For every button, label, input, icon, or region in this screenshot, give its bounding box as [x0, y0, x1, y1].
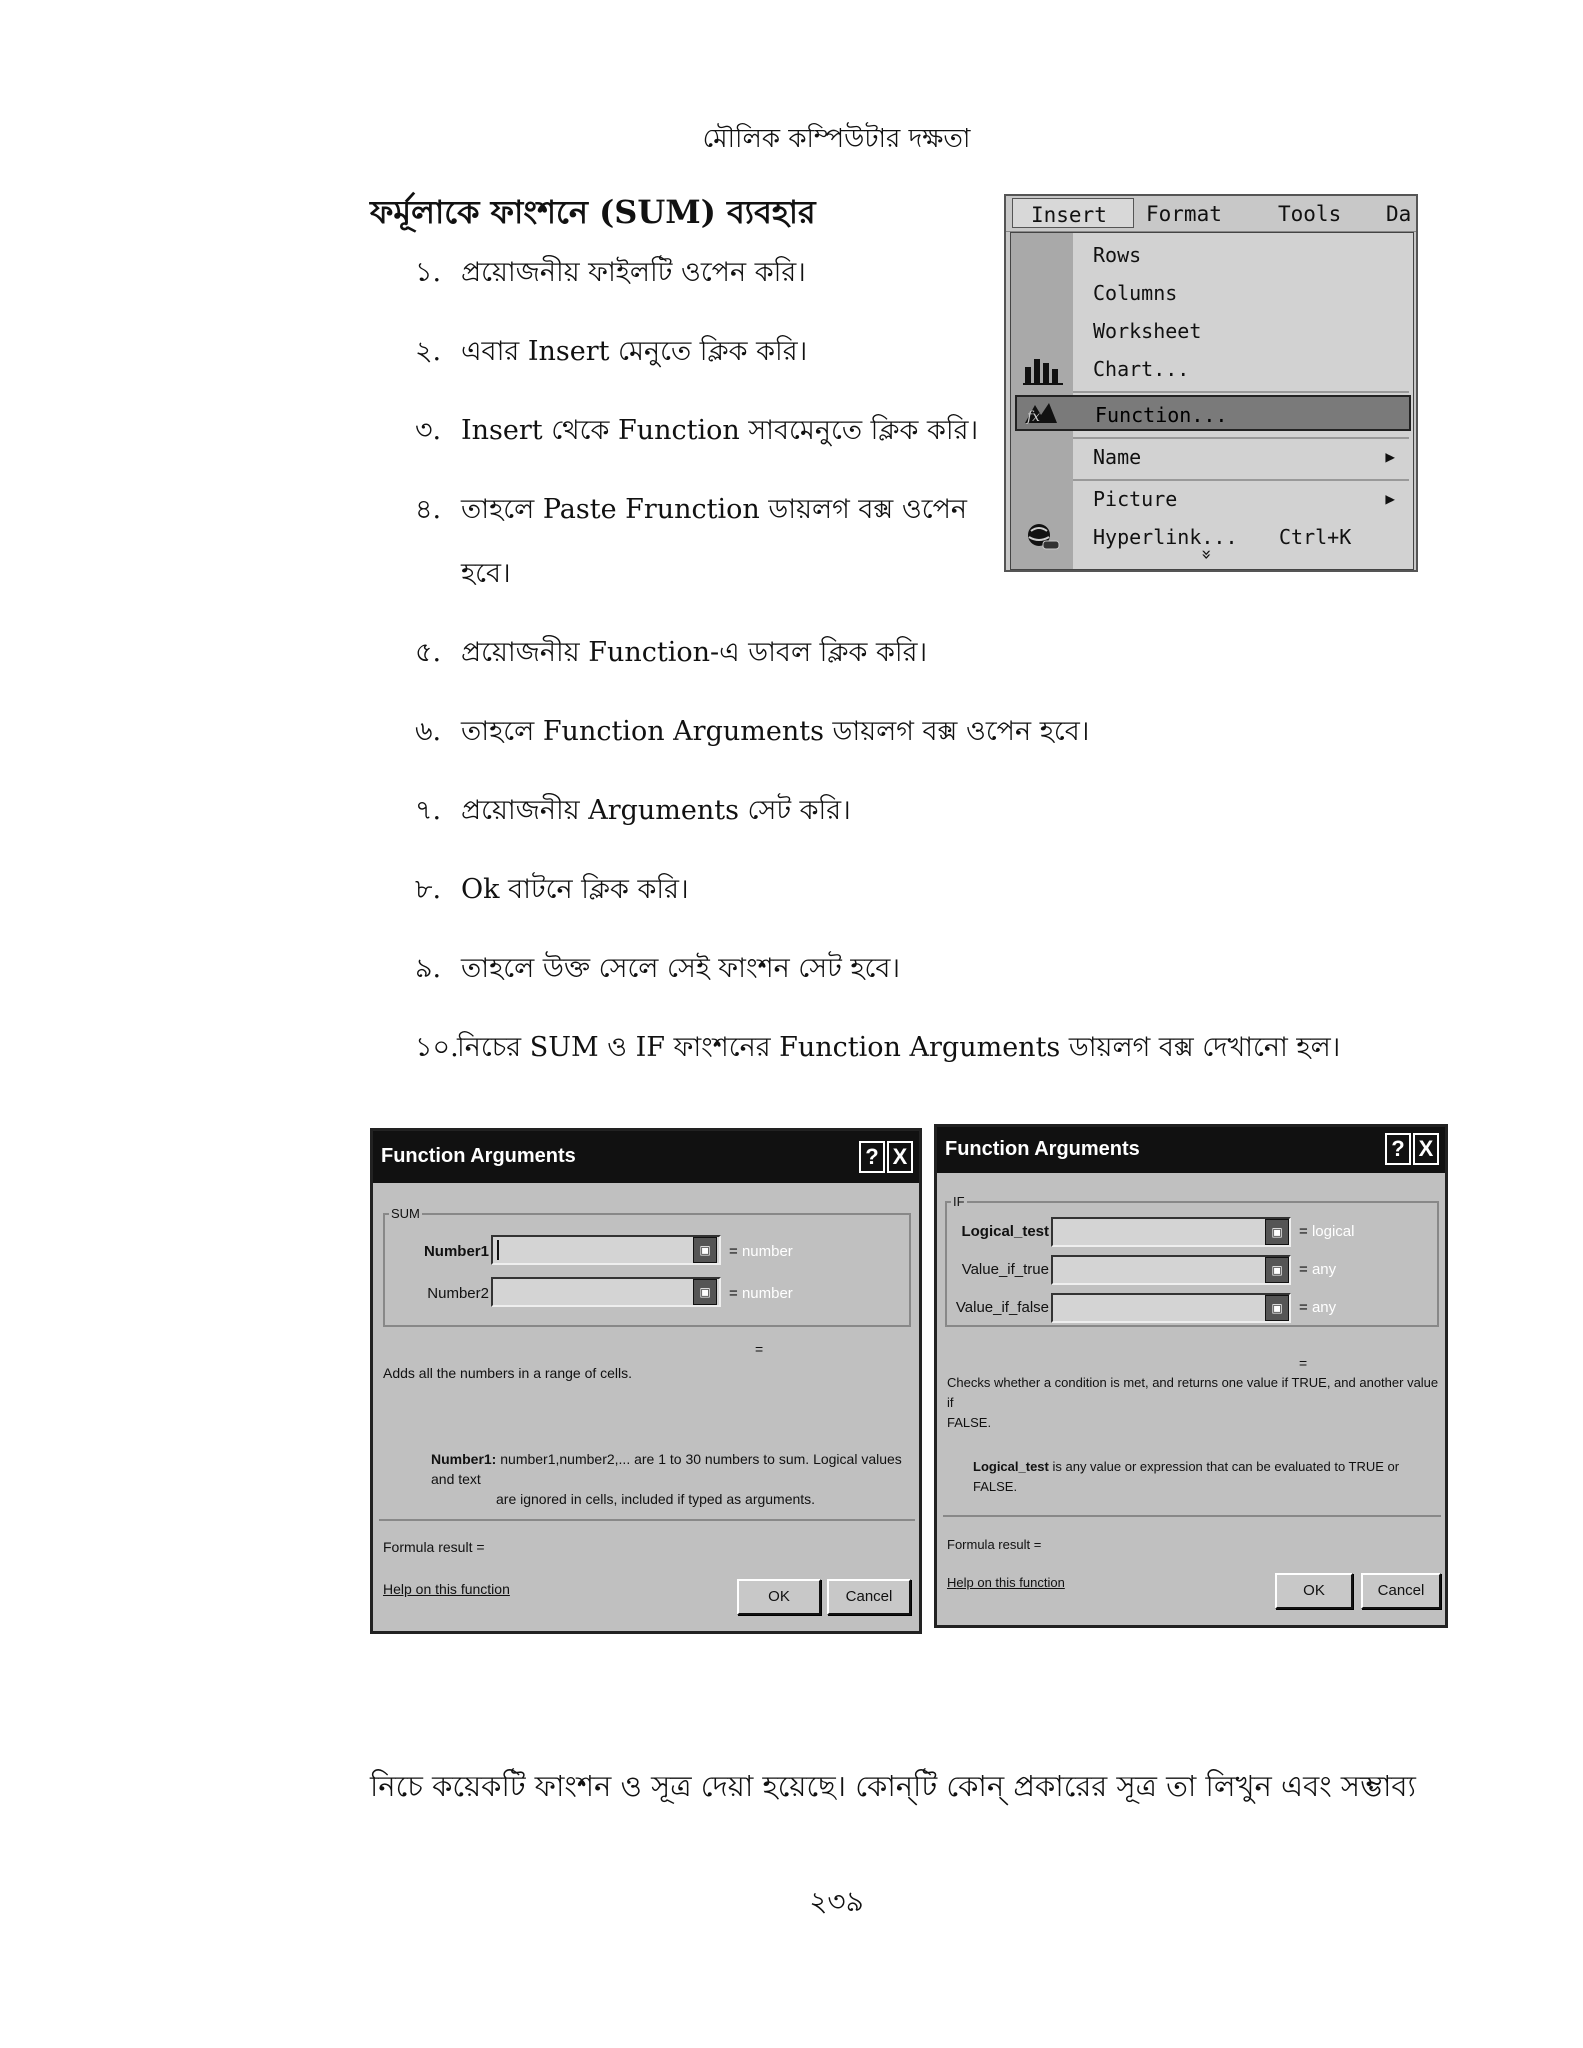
hyperlink-icon — [1023, 521, 1063, 551]
value-if-true-input[interactable] — [1051, 1255, 1291, 1285]
step-number: ৬. — [415, 716, 442, 747]
number1-input[interactable] — [491, 1235, 721, 1265]
submenu-arrow-icon: ▶ — [1385, 489, 1395, 508]
sum-arguments-group — [383, 1206, 911, 1327]
argument-description: number1,number2,... are 1 to 30 numbers to sum. Logical values and text — [431, 1451, 902, 1487]
title-buttons — [1383, 1133, 1439, 1165]
function-description — [947, 1373, 1441, 1433]
menu-item-name-label: Name — [1093, 445, 1142, 469]
menu-item-name[interactable] — [1073, 439, 1409, 475]
menu-shortcut: Ctrl+K — [1279, 525, 1352, 549]
function-description: Adds all the numbers in a range of cells. — [383, 1365, 633, 1381]
step-number: ৩. — [415, 415, 442, 446]
if-function-arguments-dialog — [934, 1124, 1448, 1628]
field-label: Number1 — [423, 1243, 489, 1260]
step-number: ৯. — [415, 953, 442, 984]
step-text: প্রয়োজনীয় Arguments সেট করি। — [461, 795, 851, 826]
result-equals: = — [729, 1243, 738, 1260]
step-item — [415, 711, 1089, 756]
step-number: ৮. — [415, 874, 442, 905]
result-type: any — [1311, 1299, 1337, 1316]
help-button[interactable]: ? — [1385, 1133, 1411, 1165]
help-button[interactable]: ? — [859, 1141, 885, 1173]
step-item — [415, 948, 900, 993]
insert-dropdown — [1010, 232, 1414, 570]
divider — [943, 1515, 1441, 1517]
argument-name: Logical_test — [973, 1459, 1049, 1474]
sum-function-arguments-dialog — [370, 1128, 922, 1634]
step-number: ৭. — [415, 795, 442, 826]
result-type: number — [741, 1243, 793, 1260]
collapse-dialog-icon[interactable]: ▣ — [693, 1237, 717, 1263]
step-number: ৪. — [415, 494, 442, 525]
cancel-button[interactable]: Cancel — [827, 1579, 911, 1615]
field-result — [1299, 1223, 1354, 1240]
description-line: Checks whether a condition is met, and returns one value if TRUE, and another value if — [947, 1375, 1439, 1410]
group-label: SUM — [391, 1206, 420, 1221]
field-result — [729, 1285, 793, 1302]
step-item — [415, 410, 978, 455]
step-item — [415, 1027, 1340, 1072]
dialog-title: Function Arguments — [945, 1138, 1140, 1160]
title-buttons — [857, 1141, 913, 1173]
help-link[interactable]: Help on this function — [383, 1581, 510, 1597]
cancel-button[interactable]: Cancel — [1361, 1573, 1441, 1609]
argument-description: is any value or expression that can be evaluated to TRUE or FALSE. — [973, 1459, 1400, 1494]
step-text: নিচের SUM ও IF ফাংশনের Function Arguments ডায়লগ বক্স দেখানো হল। — [457, 1032, 1341, 1063]
function-icon — [1021, 399, 1061, 429]
insert-menu-screenshot — [1004, 194, 1418, 572]
collapse-dialog-icon[interactable]: ▣ — [1265, 1295, 1289, 1321]
field-label: Number2 — [427, 1285, 489, 1302]
result-type: logical — [1311, 1223, 1355, 1240]
field-label: Value_if_false — [955, 1299, 1049, 1316]
value-if-false-input[interactable] — [1051, 1293, 1291, 1323]
step-item — [415, 632, 927, 677]
menu-item-rows[interactable]: Rows — [1093, 243, 1142, 267]
section-title: ফর্মূলাকে ফাংশনে (SUM) ব্যবহার — [370, 193, 816, 231]
result-type: number — [741, 1285, 793, 1302]
menu-item-function-label: Function... — [1095, 403, 1228, 427]
result-equals: = — [1299, 1355, 1308, 1371]
field-result — [729, 1243, 793, 1260]
menu-data[interactable]: Da — [1386, 202, 1412, 226]
collapse-dialog-icon[interactable]: ▣ — [693, 1279, 717, 1305]
step-text: Ok বাটনে ক্লিক করি। — [461, 874, 689, 905]
menu-item-picture-label: Picture — [1093, 487, 1178, 511]
ok-button[interactable]: OK — [1275, 1573, 1353, 1609]
result-equals: = — [729, 1285, 738, 1302]
page-number: ২৩৯ — [809, 1885, 864, 1918]
formula-result: Formula result = — [947, 1537, 1042, 1552]
group-label: IF — [953, 1194, 965, 1209]
step-text: তাহলে উক্ত সেলে সেই ফাংশন সেট হবে। — [461, 953, 901, 984]
if-arguments-group — [945, 1194, 1439, 1327]
field-result — [1299, 1299, 1336, 1316]
submenu-arrow-icon: ▶ — [1385, 447, 1395, 466]
close-button[interactable]: X — [887, 1141, 913, 1173]
ok-button[interactable]: OK — [737, 1579, 821, 1615]
chart-icon — [1023, 355, 1063, 385]
step-item — [415, 869, 689, 914]
result-equals: = — [1299, 1261, 1308, 1278]
result-equals: = — [1299, 1299, 1308, 1316]
text-caret — [497, 1240, 499, 1260]
close-button[interactable]: X — [1413, 1133, 1439, 1165]
menu-item-picture[interactable] — [1073, 481, 1409, 517]
step-text: প্রয়োজনীয় ফাইলটি ওপেন করি। — [461, 257, 806, 288]
step-number: ১০. — [415, 1032, 459, 1063]
step-number: ২. — [415, 336, 442, 367]
menu-item-hyperlink[interactable] — [1073, 519, 1409, 555]
expand-menu-chevron-icon[interactable]: » — [1196, 548, 1218, 561]
menu-tools[interactable]: Tools — [1278, 202, 1342, 226]
menu-bar — [1006, 196, 1416, 232]
step-text: এবার Insert মেনুতে ক্লিক করি। — [461, 336, 808, 367]
menu-item-hyperlink-label: Hyperlink... — [1093, 525, 1238, 549]
step-text: Insert থেকে Function সাবমেনুতে ক্লিক করি। — [461, 415, 979, 446]
result-equals: = — [755, 1341, 764, 1357]
menu-item-columns[interactable]: Columns — [1093, 281, 1178, 305]
logical-test-input[interactable] — [1051, 1217, 1291, 1247]
collapse-dialog-icon[interactable]: ▣ — [1265, 1219, 1289, 1245]
dialog-title-bar — [373, 1131, 919, 1183]
exercise-text: নিচে কয়েকটি ফাংশন ও সূত্র দেয়া হয়েছে। কোন্‌টি কোন্‌ প্রকারের সূত্র তা লিখুন এবং সম্ভাব্য — [370, 1769, 1416, 1803]
menu-item-function[interactable] — [1015, 395, 1411, 431]
dialog-title: Function Arguments — [381, 1145, 576, 1167]
menu-item-worksheet[interactable]: Worksheet — [1093, 319, 1202, 343]
collapse-dialog-icon[interactable]: ▣ — [1265, 1257, 1289, 1283]
formula-result: Formula result = — [383, 1539, 485, 1555]
result-equals: = — [1299, 1223, 1308, 1240]
argument-description-cont: are ignored in cells, included if typed as arguments. — [496, 1491, 816, 1507]
help-link[interactable]: Help on this function — [947, 1575, 1065, 1590]
step-number: ১. — [415, 257, 442, 288]
svg-text:fx: fx — [1027, 409, 1041, 425]
step-text: প্রয়োজনীয় Function-এ ডাবল ক্লিক করি। — [461, 637, 928, 668]
dialog-title-bar — [937, 1127, 1445, 1173]
result-type: any — [1311, 1261, 1337, 1278]
step-text: তাহলে Function Arguments ডায়লগ বক্স ওপেন হবে। — [461, 716, 1090, 747]
step-number: ৫. — [415, 637, 442, 668]
menu-insert[interactable]: Insert — [1012, 198, 1134, 228]
step-item — [415, 331, 807, 376]
running-header: মৌলিক কম্পিউটার দক্ষতা — [702, 124, 971, 154]
description-line: FALSE. — [947, 1415, 992, 1430]
field-label: Logical_test — [961, 1223, 1049, 1240]
step-item — [415, 489, 967, 534]
argument-name: Number1: — [431, 1451, 497, 1467]
step-continuation: হবে। — [461, 558, 511, 589]
menu-separator — [1073, 391, 1409, 393]
field-result — [1299, 1261, 1336, 1278]
step-item — [415, 790, 851, 835]
divider — [379, 1519, 915, 1521]
step-item — [415, 252, 806, 297]
number2-input[interactable] — [491, 1277, 721, 1307]
step-text: তাহলে Paste Frunction ডায়লগ বক্স ওপেন — [461, 494, 968, 525]
menu-format[interactable]: Format — [1146, 202, 1222, 226]
argument-help — [383, 1449, 913, 1509]
field-label: Value_if_true — [961, 1261, 1049, 1278]
menu-item-chart[interactable]: Chart... — [1093, 357, 1190, 381]
argument-help — [973, 1457, 1443, 1497]
